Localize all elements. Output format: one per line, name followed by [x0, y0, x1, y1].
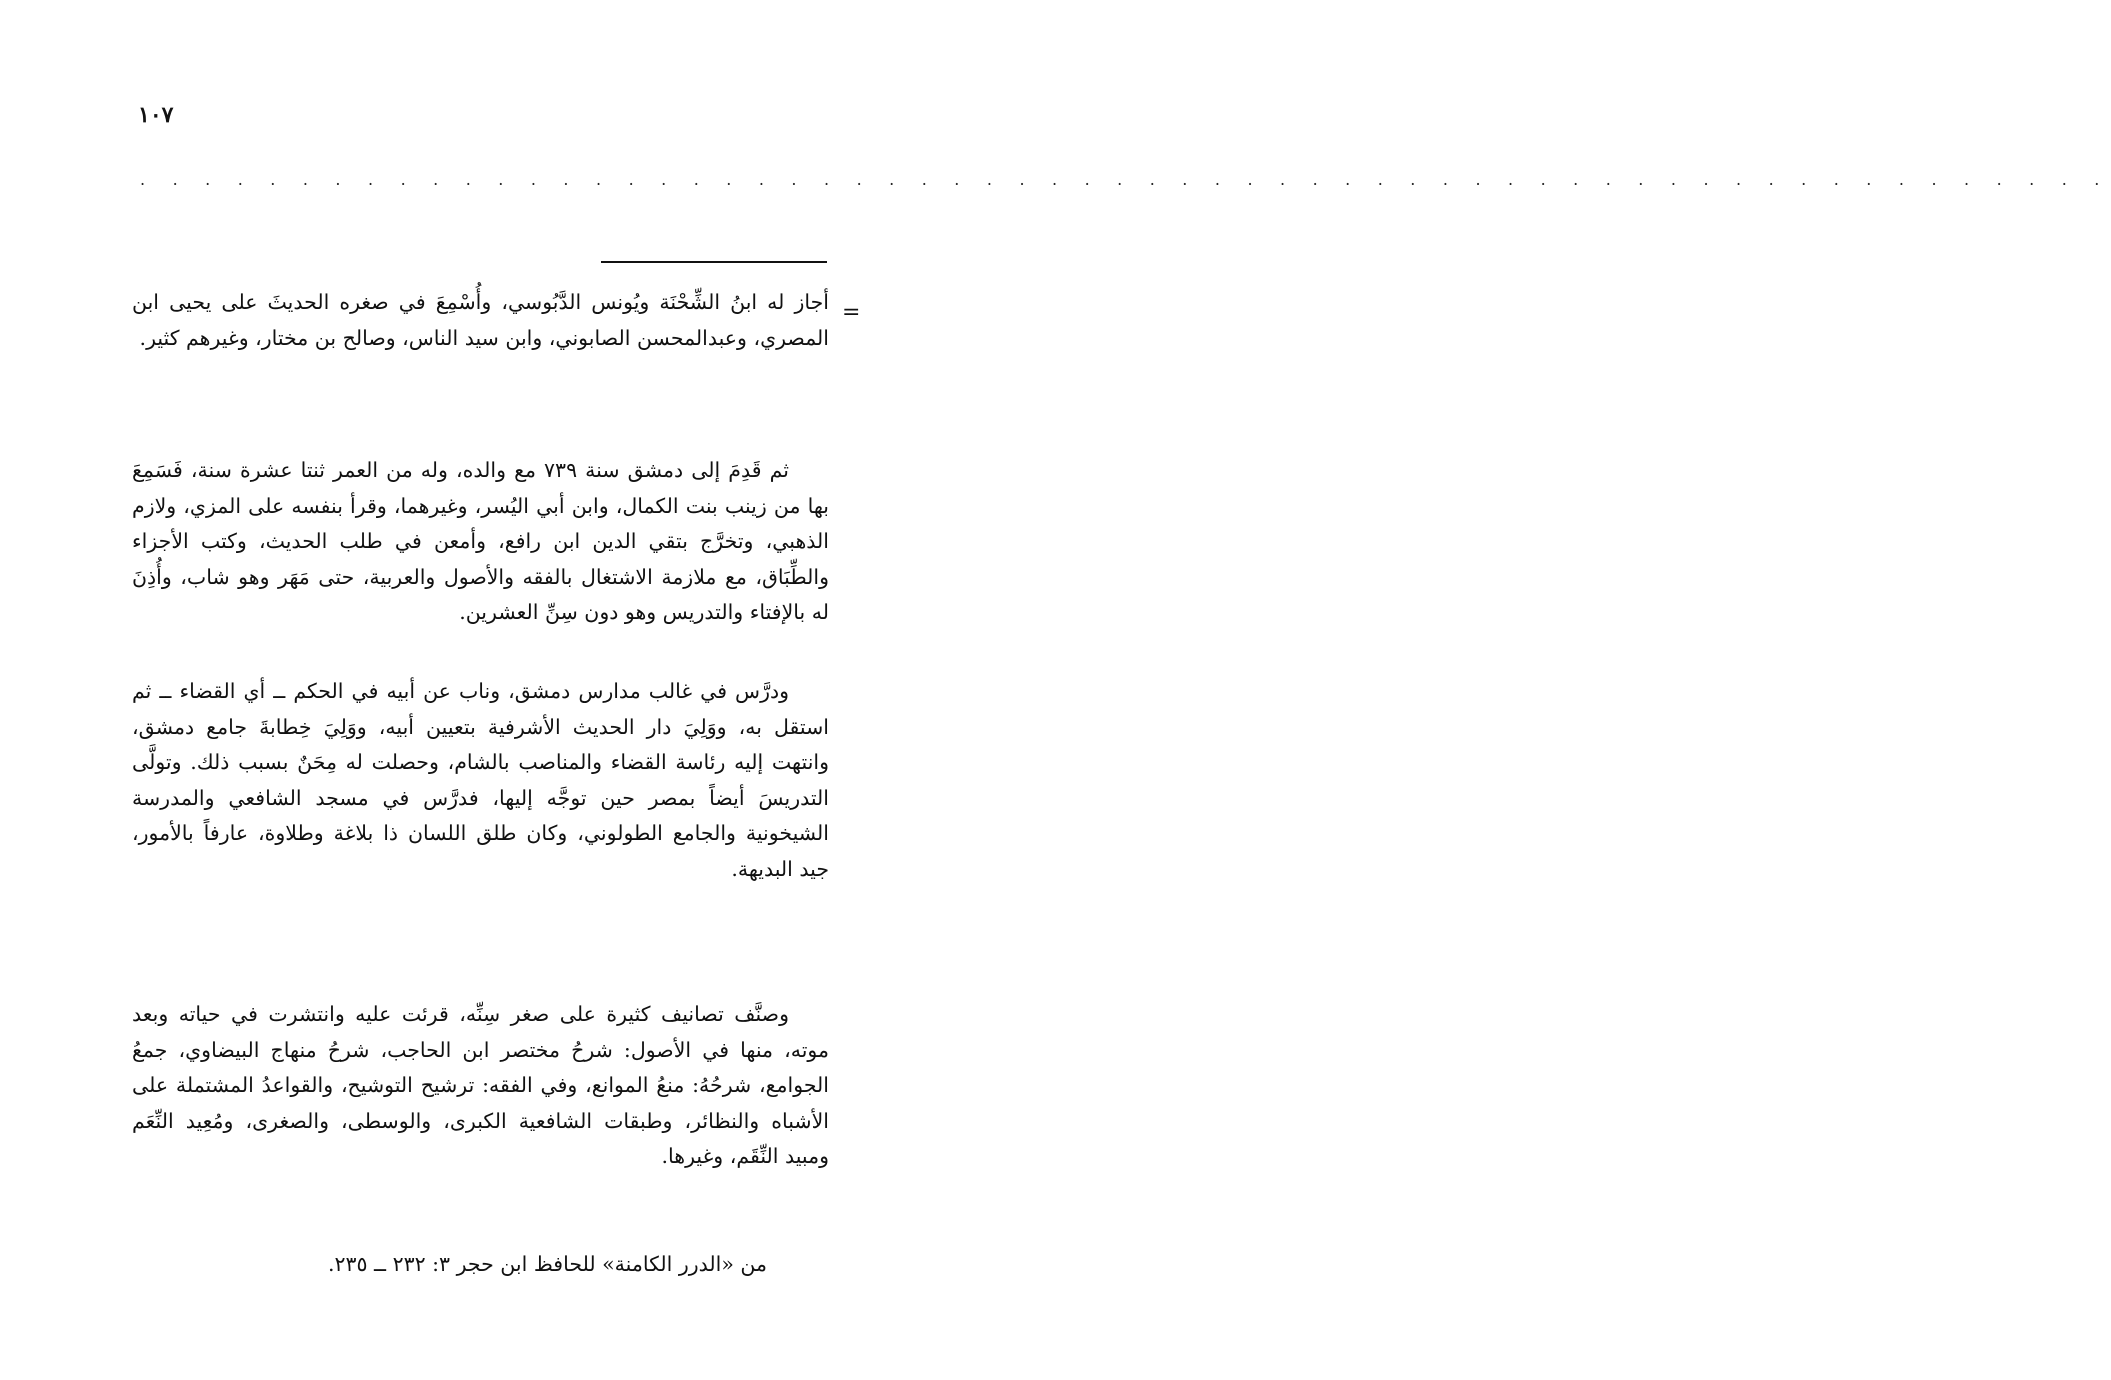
continuation-mark: = [842, 300, 861, 325]
footnote-text: أجاز له ابنُ الشِّحْنَة ويُونس الدَّبُوسي، وأُسْمِعَ في صغره الحديثَ على يحيى ابن المصري، وعبدالمحسن الصابوني، وابن سيد الناس، وصالح بن مختار، وغيرهم كثير. [132, 290, 829, 350]
source-citation: من «الدرر الكامنة» للحافظ ابن حجر ٣: ٢٣٢ ــ ٢٣٥. [327, 1252, 767, 1276]
paragraph-career: ودرَّس في غالب مدارس دمشق، وناب عن أبيه في الحكم ــ أي القضاء ــ ثم استقل به، ووَلِيَ دار الحديث الأشرفية بتعيين أبيه، ووَلِيَ خِطابةَ جامع دمشق، وانتهت إليه رئاسة القضاء والمناصب بالشام، وحصلت له مِحَنٌ بسبب ذلك. وتولَّى التدريسَ أيضاً بمصر حين توجَّه إليها، فدرَّس في مسجد الشافعي والمدرسة الشيخونية والجامع الطولوني، وكان طلق اللسان ذا بلاغة وطلاوة، عارفاً بالأمور، جيد البديهة. [132, 679, 829, 881]
paragraph-study: ثم قَدِمَ إلى دمشق سنة ٧٣٩ مع والده، وله من العمر ثنتا عشرة سنة، فَسَمِعَ بها من زينب بنت الكمال، وابن أبي اليُسر، وغيرهما، وقرأ بنفسه على المزي، ولازم الذهبي، وتخرَّج بتقي الدين ابن رافع، وأمعن في طلب الحديث، وكتب الأجزاء والطِّبَاق، مع ملازمة الاشتغال بالفقه والأصول والعربية، حتى مَهَر وهو شاب، وأُذِنَ له بالإفتاء والتدريس وهو دون سِنِّ العشرين. [132, 458, 829, 624]
footnote-rule [601, 261, 827, 263]
dotted-separator: . . . . . . . . . . . . . . . . . . . . . . . . . . . . . . . . . . . . . . . . . . . . . . . . . . . . . . . . . . . . . [140, 170, 2111, 189]
paragraph-works: وصنَّف تصانيف كثيرة على صغر سِنِّه، قرئت عليه وانتشرت في حياته وبعد موته، منها في الأصول: شرحُ مختصر ابن الحاجب، شرحُ منهاج البيضاوي، جمعُ الجوامع، شرحُهُ: منعُ الموانع، وفي الفقه: ترشيح التوشيح، والقواعدُ المشتملة على الأشباه والنظائر، وطبقات الشافعية الكبرى، والوسطى، والصغرى، ومُعِيد النِّعَم ومبيد النِّقَم، وغيرها. [132, 1002, 829, 1168]
page-number: ١٠٧ [138, 102, 174, 128]
